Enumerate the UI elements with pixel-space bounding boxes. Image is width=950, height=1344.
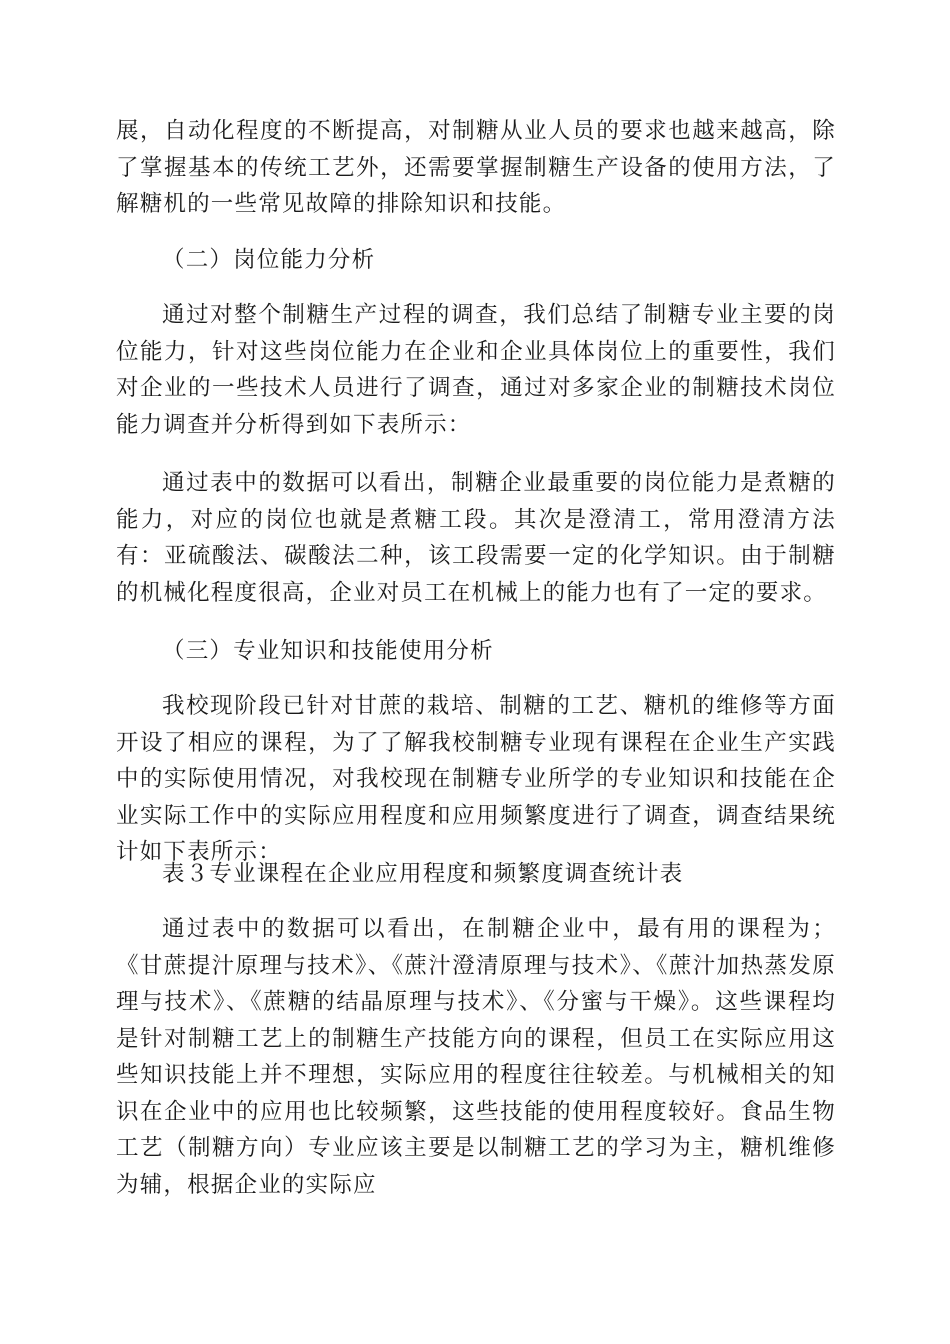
table-caption: 表３专业课程在企业应用程度和频繁度调查统计表: [162, 861, 684, 887]
paragraph-continuation: 展，自动化程度的不断提高，对制糖从业人员的要求也越来越高，除了掌握基本的传统工艺外，还需要掌握制糖生产设备的使用方法，了解糖机的一些常见故障的排除知识和技能。: [116, 118, 836, 217]
paragraph-job-ability-survey: 通过对整个制糖生产过程的调查，我们总结了制糖专业主要的岗位能力，针对这些岗位能力在企业和企业具体岗位上的重要性，我们对企业的一些技术人员进行了调查，通过对多家企业的制糖技术岗位能力调查并分析得到如下表所示：: [116, 302, 836, 438]
paragraph-job-ability-results: 通过表中的数据可以看出，制糖企业最重要的岗位能力是煮糖的能力，对应的岗位也就是煮糖工段。其次是澄清工，常用澄清方法有：亚硫酸法、碳酸法二种，该工段需要一定的化学知识。由于制糖的机械化程度很高，企业对员工在机械上的能力也有了一定的要求。: [116, 470, 836, 606]
section-heading-job-ability-analysis: （二）岗位能力分析: [162, 247, 376, 273]
paragraph-course-results: 通过表中的数据可以看出，在制糖企业中，最有用的课程为；《甘蔗提汁原理与技术》、《蔗汁澄清原理与技术》、《蔗汁加热蒸发原理与技术》、《蔗糖的结晶原理与技术》、《分蜜与干燥》。这些课程均是针对制糖工艺上的制糖生产技能方向的课程，但员工在实际应用这些知识技能上并不理想，实际应用的程度往往较差。与机械相关的知识在企业中的应用也比较频繁，这些技能的使用程度较好。食品生物工艺（制糖方向）专业应该主要是以制糖工艺的学习为主，糖机维修为辅，根据企业的实际应: [116, 916, 836, 1198]
section-heading-knowledge-skill-analysis: （三）专业知识和技能使用分析: [162, 638, 494, 664]
paragraph-course-survey: 我校现阶段已针对甘蔗的栽培、制糖的工艺、糖机的维修等方面开设了相应的课程，为了了解我校制糖专业现有课程在企业生产实践中的实际使用情况，对我校现在制糖专业所学的专业知识和技能在企业实际工作中的实际应用程度和应用频繁度进行了调查，调查结果统计如下表所示：: [116, 693, 836, 865]
